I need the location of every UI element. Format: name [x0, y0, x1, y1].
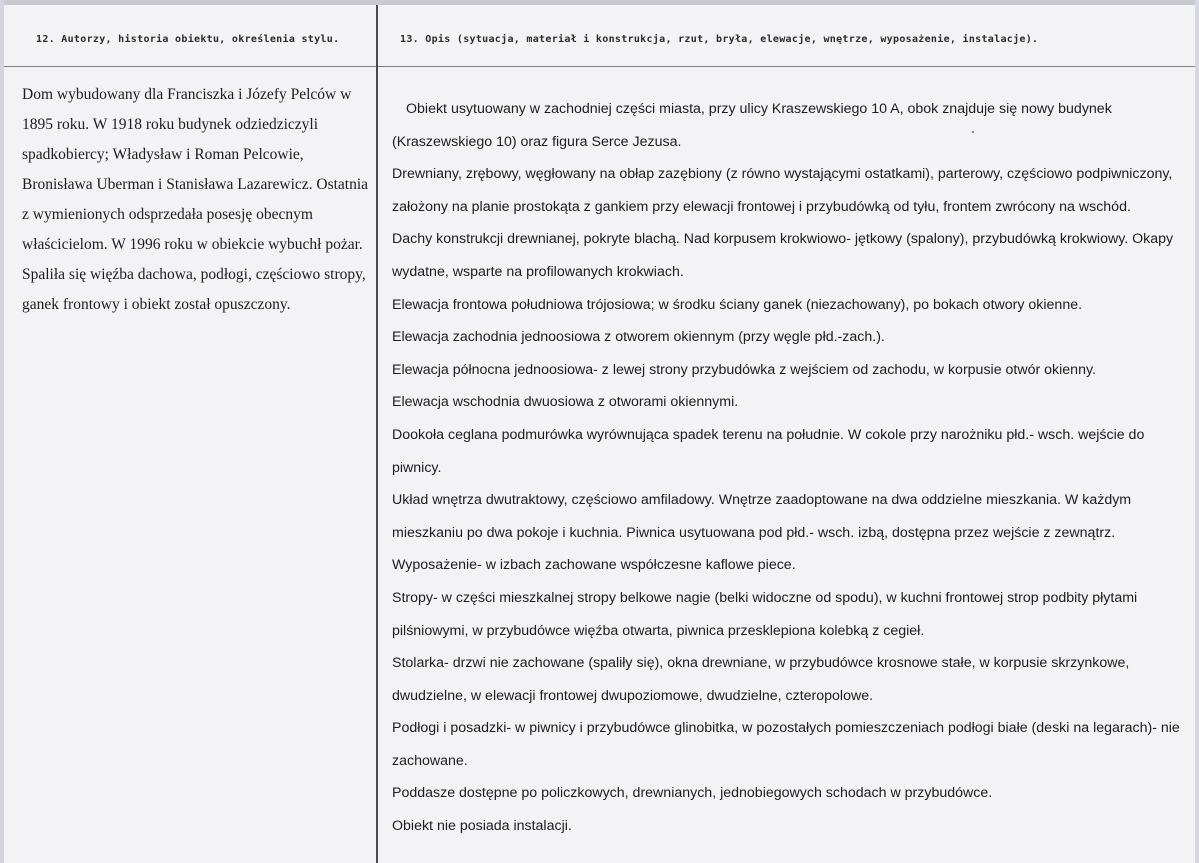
paragraph-east-elevation: Elewacja wschodnia dwuosiowa z otworami okiennymi.	[392, 394, 739, 411]
history-text: Dom wybudowany dla Franciszka i Józefy Pelców w 1895 roku. W 1918 roku budynek odziedziczyli spadkobiercy; Władysław i Roman Pelcowie, Bronisława Uberman i Stanisława Lazarewicz. Ostatnia z wymienionych odsprzedała posesję obecnym właścicielom. W 1996 roku w obiekcie wybuchł pożar. Spaliła się więźba dachowa, podłogi, częściowo stropy, ganek frontowy i obiekt został opuszczony.	[22, 86, 369, 313]
left-column-heading: 12. Autorzy, historia obiektu, określenia stylu.	[36, 34, 340, 45]
paragraph-location: Obiekt usytuowany w zachodniej części miasta, przy ulicy Kraszewskiego 10 A, obok znajduje się nowy budynek (Kraszewskiego 10) oraz figura Serce Jezusa.	[392, 101, 1112, 150]
right-header-rule	[378, 66, 1195, 67]
top-edge	[0, 0, 1199, 5]
paragraph-interior: Układ wnętrza dwutraktowy, częściowo amfiladowy. Wnętrze zaadoptowane na dwa oddzielne mieszkania. W każdym mieszkaniu po dwa pokoje i kuchnia. Piwnica usytuowana pod płd.- wsch. izbą, dostępna przez wejście z zewnątrz.	[392, 492, 1132, 541]
paragraph-attic: Poddasze dostępne po policzkowych, drewnianych, jednobiegowych schodach w przybudówce.	[392, 785, 993, 802]
paragraph-equipment: Wyposażenie- w izbach zachowane współczesne kaflowe piece.	[392, 557, 796, 574]
left-header-rule	[4, 66, 376, 67]
paragraph-floors: Podłogi i posadzki- w piwnicy i przybudówce glinobitka, w pozostałych pomieszczeniach podłogi białe (deski na legarach)- nie zachowane.	[392, 720, 1180, 769]
paper-speck	[972, 131, 974, 133]
left-edge	[0, 0, 4, 863]
paragraph-north-elevation: Elewacja północna jednoosiowa- z lewej strony przybudówka z wejściem od zachodu, w korpusie otwór okienny.	[392, 361, 1096, 378]
right-edge	[1195, 0, 1199, 863]
description-text	[392, 93, 1182, 843]
paragraph-west-elevation: Elewacja zachodnia jednoosiowa z otworem okiennym (przy węgle płd.-zach.).	[392, 329, 885, 346]
paragraph-installations: Obiekt nie posiada instalacji.	[392, 818, 572, 835]
paragraph-ceilings: Stropy- w części mieszkalnej stropy belkowe nagie (belki widoczne od spodu), w kuchni frontowej strop podbity płytami pilśniowymi, w przybudówce więźba otwarta, piwnica przesklepiona kolebką z cegieł.	[392, 589, 1138, 639]
paragraph-construction: Drewniany, zrębowy, węgłowany na obłap zazębiony (z równo wystającymi ostatkami), parterowy, częściowo podpiwniczony, założony na planie prostokąta z gankiem przy elewacji frontowej i przybudówką od tyłu, frontem zwrócony na wschód.	[392, 166, 1173, 215]
paragraph-foundation: Dookoła ceglana podmurówka wyrównująca spadek terenu na południe. W cokole przy narożniku płd.- wsch. wejście do piwnicy.	[392, 426, 1145, 476]
paragraph-front-elevation: Elewacja frontowa południowa trójosiowa; w środku ściany ganek (niezachowany), po bokach otwory okienne.	[392, 296, 1083, 313]
column-divider	[376, 5, 378, 863]
right-column-heading: 13. Opis (sytuacja, materiał i konstrukcja, rzut, bryła, elewacje, wnętrze, wyposażenie, instalacje).	[400, 34, 1039, 45]
paragraph-roofs: Dachy konstrukcji drewnianej, pokryte blachą. Nad korpusem krokwiowo- jętkowy (spalony), przybudówką krokwiowy. Okapy wydatne, wsparte na profilowanych krokwiach.	[392, 231, 1174, 280]
paragraph-joinery: Stolarka- drzwi nie zachowane (spaliły się), okna drewniane, w przybudówce krosnowe stałe, w korpusie skrzynkowe, dwudzielne, w elewacji frontowej dwupoziomowe, dwudzielne, czteropolowe.	[392, 655, 1130, 704]
